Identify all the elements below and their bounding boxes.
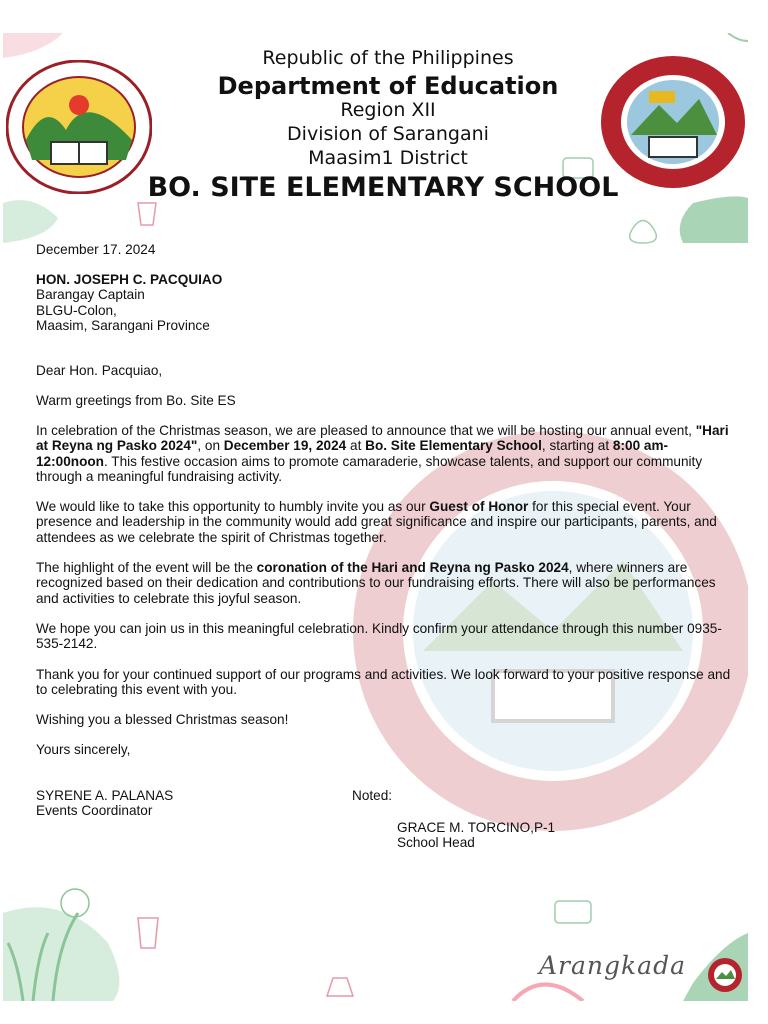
school-name: BO. SITE ELEMENTARY SCHOOL: [147, 172, 619, 203]
recipient-name: HON. JOSEPH C. PACQUIAO: [36, 272, 223, 287]
footer-briefcase: [555, 901, 591, 923]
p1-text-c: at: [346, 438, 366, 454]
signatory-coordinator: [36, 788, 173, 819]
footer-decoration: [3, 873, 748, 1001]
footer-rainbow-arc: [513, 985, 583, 1002]
letter-page: [3, 33, 748, 1001]
letterhead: [3, 33, 748, 243]
school-head-name: GRACE M. TORCINO,P-1: [397, 820, 556, 835]
event-venue: Bo. Site Elementary School: [365, 438, 542, 454]
salutation: Dear Hon. Pacquiao,: [36, 363, 163, 378]
deped-division-seal: [6, 60, 152, 194]
paragraph-event: [36, 423, 736, 485]
event-date: December 19, 2024: [223, 438, 347, 454]
event-name: "Hari at Reyna ng Pasko 2024": [36, 423, 729, 454]
district-line: Maasim1 District: [308, 147, 468, 169]
event-highlight: coronation of the Hari and Reyna ng Pasko 2024: [256, 560, 569, 575]
p1-text-b: , on: [197, 438, 224, 454]
paragraph-wishes: Wishing you a blessed Christmas season!: [36, 712, 289, 727]
region-line: Region XII: [340, 99, 436, 121]
greeting: Warm greetings from Bo. Site ES: [36, 393, 236, 408]
republic-line: Republic of the Philippines: [262, 47, 514, 69]
coordinator-title: Events Coordinator: [36, 803, 153, 819]
footer-beaker: [327, 978, 353, 996]
guest-role: Guest of Honor: [429, 499, 529, 514]
p3-text-a: The highlight of the event will be the: [36, 560, 257, 575]
signatory-school-head: [397, 820, 555, 851]
paragraph-thanks: Thank you for your continued support of our programs and activities. We look forward to your positive response and to celebrating this event with you.: [36, 667, 731, 698]
p1-text-a: In celebration of the Christmas season, we are pleased to announce that we will be hosting our annual event,: [36, 423, 696, 438]
paragraph-highlight: [36, 560, 736, 606]
recipient-block: [36, 272, 222, 334]
department-line: Department of Education: [217, 72, 559, 100]
closing: Yours sincerely,: [36, 742, 131, 757]
coordinator-name: SYRENE A. PALANAS: [36, 788, 174, 803]
paragraph-rsvp: We hope you can join us in this meaningful celebration. Kindly confirm your attendance through this number 0935-535-2142.: [36, 621, 722, 652]
p2-text-b: for this special event. Your presence and leadership in the community would add great significance and inspire our participants, parents, and attendees as we celebrate the spirit of Christmas together.: [36, 499, 717, 545]
recipient-office: BLGU-Colon,: [36, 302, 117, 318]
p1-text-d: , starting at: [541, 438, 613, 454]
recipient-address: Maasim, Sarangani Province: [36, 318, 210, 334]
footer-mini-seal: [707, 957, 743, 993]
letter-date: December 17. 2024: [36, 242, 156, 257]
p3-text-b: , where winners are recognized based on their dedication and contributions to our fundraising efforts. There will also be performances and activities to celebrate this joyful season.: [36, 560, 716, 606]
school-head-title: School Head: [397, 835, 475, 851]
arangkada-brand: Arangkada: [539, 951, 686, 980]
p1-text-e: . This festive occasion aims to promote camaraderie, showcase talents, and support our community through a meaningful fundraising activity.: [36, 453, 703, 485]
footer-pencil-cup: [138, 918, 158, 948]
division-line: Division of Sarangani: [287, 123, 489, 145]
school-seal: [599, 53, 747, 191]
p2-text-a: We would like to take this opportunity to humbly invite you as our: [36, 499, 430, 514]
footer-flower: [61, 889, 89, 917]
paragraph-invitation: [36, 499, 736, 545]
recipient-title: Barangay Captain: [36, 287, 145, 303]
noted-label: Noted:: [352, 788, 393, 803]
event-time: 8:00 am-12:00noon: [36, 438, 669, 469]
